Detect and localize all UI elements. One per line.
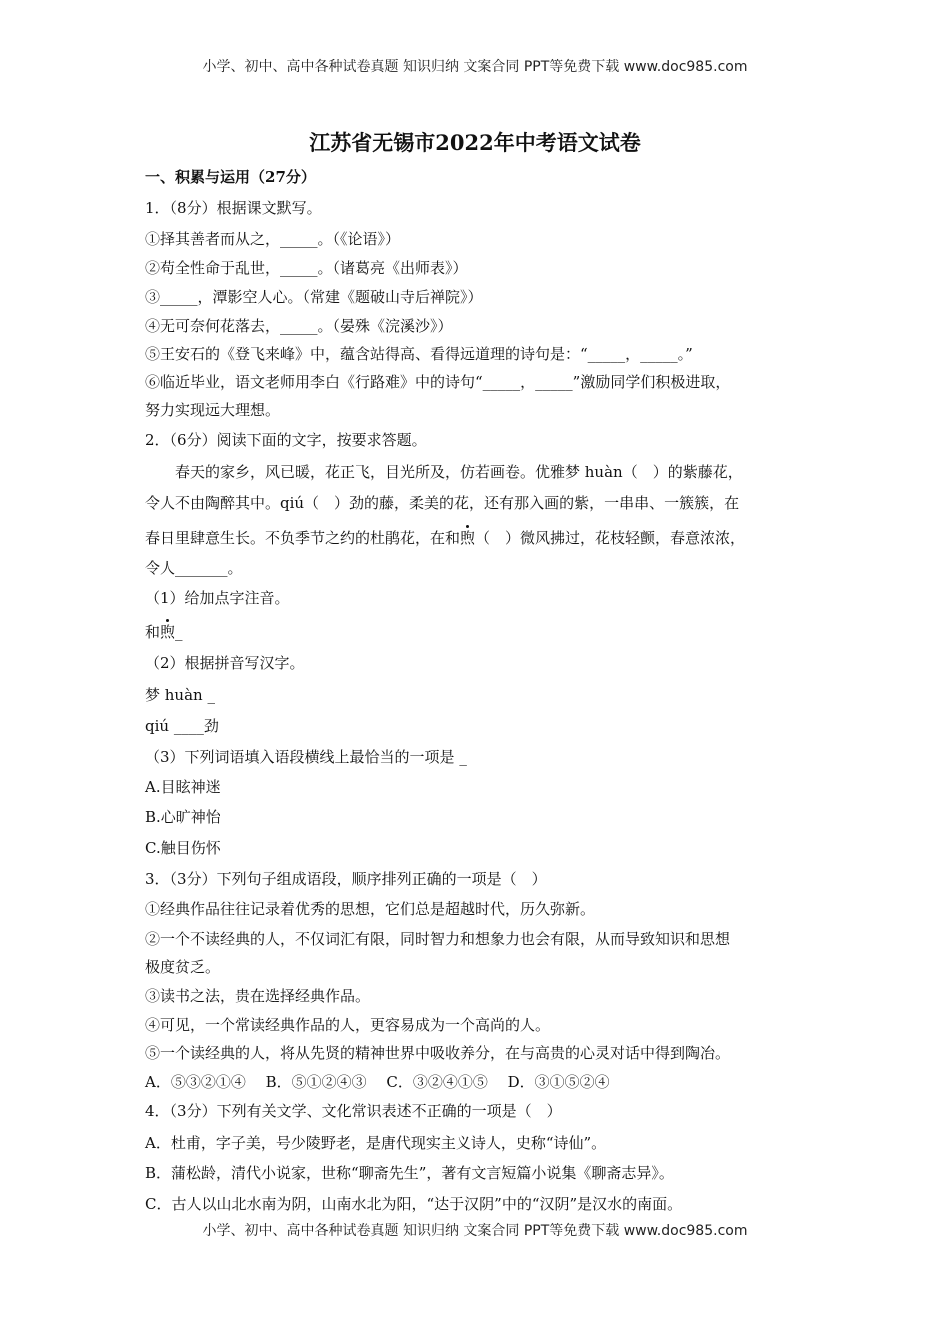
text-line: C.触目伤怀 <box>145 839 221 857</box>
text-segment: 春日里肆意生长。不负季节之约的杜鹃花，在和 <box>145 529 461 547</box>
text-line: C．古人以山北水南为阴，山南水北为阳，“达于汉阴”中的“汉阴”是汉水的南面。 <box>145 1195 683 1213</box>
text-line: 春天的家乡，风已暖，花正飞，目光所及，仿若画卷。优雅梦 huàn（ ）的紫藤花， <box>175 463 743 481</box>
text-segment: （ ）微风拂过，花枝轻颤，春意浓浓， <box>475 529 746 547</box>
text-segment: _ <box>175 623 183 641</box>
text-line: ②苟全性命于乱世，_____。（诸葛亮《出师表》） <box>145 259 468 277</box>
text-line: 3．（3分）下列句子组成语段，顺序排列正确的一项是（ ） <box>145 870 547 888</box>
text-line: A．杜甫，字子美，号少陵野老，是唐代现实主义诗人，史称“诗仙”。 <box>145 1134 607 1152</box>
text-line: ④无可奈何花落去，_____。（晏殊《浣溪沙》） <box>145 317 453 335</box>
text-line: 4．（3分）下列有关文学、文化常识表述不正确的一项是（ ） <box>145 1102 562 1120</box>
text-line: ②一个不读经典的人，不仅词汇有限，同时智力和想象力也会有限，从而导致知识和思想 <box>145 930 731 948</box>
text-line: （3）下列词语填入语段横线上最恰当的一项是 _ <box>145 748 467 766</box>
text-line: ①择其善者而从之，_____。（《论语》） <box>145 230 401 248</box>
emphasized-character: 煦 <box>460 529 476 547</box>
text-line: 1．（8分）根据课文默写。 <box>145 199 322 217</box>
emphasized-character: 煦 <box>160 623 176 641</box>
text-line: 2．（6分）阅读下面的文字，按要求答题。 <box>145 431 427 449</box>
text-line: ⑤王安石的《登飞来峰》中，蕴含站得高、看得远道理的诗句是：“_____，_____。” <box>145 345 693 363</box>
text-line: 一、积累与运用（27分） <box>145 168 316 186</box>
text-line: 努力实现远大理想。 <box>145 401 281 419</box>
text-line <box>145 528 745 548</box>
text-segment: 和 <box>145 623 161 641</box>
text-line: ③读书之法，贵在选择经典作品。 <box>145 987 371 1005</box>
text-line: ④可见，一个常读经典作品的人，更容易成为一个高尚的人。 <box>145 1016 551 1034</box>
text-line: 令人不由陶醉其中。qiú（ ）劲的藤，柔美的花，还有那入画的紫，一串串、一簇簇，在 <box>145 494 740 512</box>
text-line: ⑥临近毕业，语文老师用李白《行路难》中的诗句“_____，_____”激励同学们积极进取， <box>145 373 731 391</box>
text-line: ③_____，潭影空人心。（常建《题破山寺后禅院》） <box>145 288 483 306</box>
footer-banner: 小学、初中、高中各种试卷真题 知识归纳 文案合同 PPT等免费下载 www.doc985.com <box>202 1223 748 1239</box>
text-line: ⑤一个读经典的人，将从先贤的精神世界中吸收养分，在与高贵的心灵对话中得到陶冶。 <box>145 1044 731 1062</box>
document-title: 江苏省无锡市2022年中考语文试卷 <box>309 130 641 155</box>
text-line: 令人_______。 <box>145 559 243 577</box>
text-line: （1）给加点字注音。 <box>145 589 290 607</box>
text-line: qiú ____劲 <box>145 717 219 735</box>
text-line <box>145 622 183 642</box>
text-line: B．蒲松龄，清代小说家，世称“聊斋先生”，著有文言短篇小说集《聊斋志异》。 <box>145 1164 674 1182</box>
text-line: B.心旷神怡 <box>145 808 221 826</box>
text-line: A．⑤③②①④ B．⑤①②④③ C．③②④①⑤ D．③①⑤②④ <box>145 1073 610 1091</box>
text-line: ①经典作品往往记录着优秀的思想，它们总是超越时代，历久弥新。 <box>145 900 596 918</box>
text-line: （2）根据拼音写汉字。 <box>145 654 305 672</box>
text-line: 极度贫乏。 <box>145 958 221 976</box>
text-line: 梦 huàn _ <box>145 686 215 704</box>
header-banner: 小学、初中、高中各种试卷真题 知识归纳 文案合同 PPT等免费下载 www.doc985.com <box>202 59 748 75</box>
text-line: A.目眩神迷 <box>145 778 221 796</box>
